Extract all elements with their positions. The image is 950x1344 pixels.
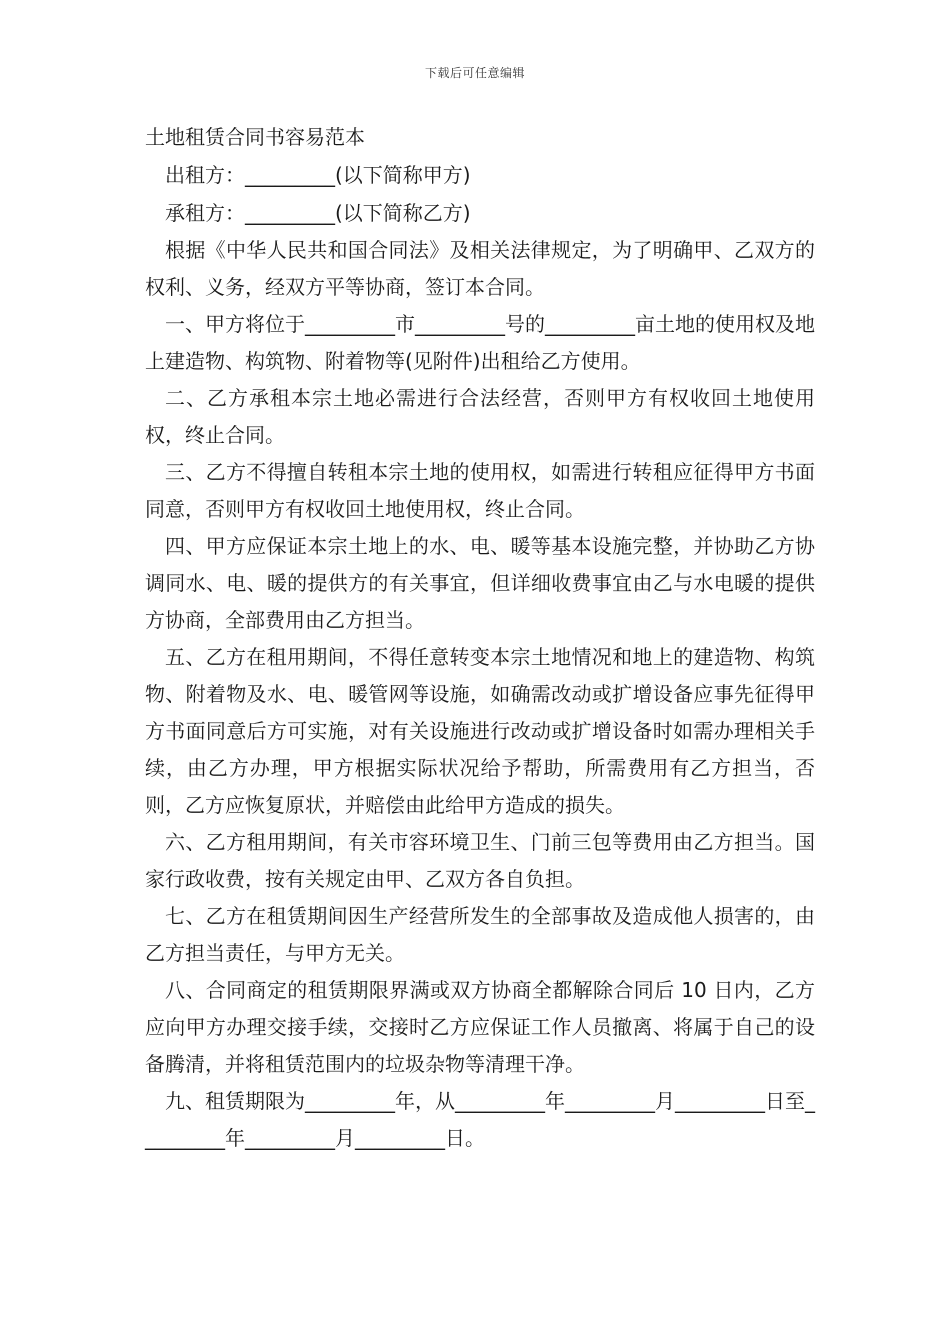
clause-2: 二、乙方承租本宗土地必需进行合法经营，否则甲方有权收回土地使用权，终止合同。 bbox=[145, 386, 815, 447]
clause-5: 五、乙方在租用期间，不得任意转变本宗土地情况和地上的建造物、构筑物、附着物及水、电、暖管网等设施，如确需改动或扩增设备应事先征得甲方书面同意后方可实施，对有关设施进行改动或扩增设备时如需办理相关手续，由乙方办理，甲方根据实际状况给予帮助，所需费用有乙方担当，否则，乙方应恢复原状，并赔偿由此给甲方造成的损失。 bbox=[145, 645, 815, 817]
document-title: 土地租赁合同书容易范本 bbox=[145, 125, 365, 149]
page-header-note: 下载后可任意编辑 bbox=[424, 66, 525, 80]
document-body bbox=[145, 118, 815, 1157]
clause-9: 九、租赁期限为_________年，从_________年_________月_________日至_________年_________月_________日。 bbox=[145, 1089, 815, 1150]
clause-8: 八、合同商定的租赁期限界满或双方协商全都解除合同后 10 日内，乙方应向甲方办理交接手续，交接时乙方应保证工作人员撤离、将属于自己的设备腾清，并将租赁范围内的垃圾杂物等清理干净。 bbox=[145, 978, 815, 1076]
preamble-paragraph: 根据《中华人民共和国合同法》及相关法律规定，为了明确甲、乙双方的权利、义务，经双方平等协商，签订本合同。 bbox=[145, 238, 815, 299]
clause-4: 四、甲方应保证本宗土地上的水、电、暖等基本设施完整，并协助乙方协调同水、电、暖的提供方的有关事宜，但详细收费事宜由乙与水电暖的提供方协商，全部费用由乙方担当。 bbox=[145, 534, 815, 632]
clause-7: 七、乙方在租赁期间因生产经营所发生的全部事故及造成他人损害的，由乙方担当责任，与甲方无关。 bbox=[145, 904, 815, 965]
clause-1: 一、甲方将位于_________市_________号的_________亩土地的使用权及地上建造物、构筑物、附着物等(见附件)出租给乙方使用。 bbox=[145, 312, 815, 373]
clause-3: 三、乙方不得擅自转租本宗土地的使用权，如需进行转租应征得甲方书面同意，否则甲方有权收回土地使用权，终止合同。 bbox=[145, 460, 815, 521]
lessee-line: 承租方：_________(以下简称乙方) bbox=[165, 201, 471, 225]
clause-6: 六、乙方租用期间，有关市容环境卫生、门前三包等费用由乙方担当。国家行政收费，按有关规定由甲、乙双方各自负担。 bbox=[145, 830, 815, 891]
lessor-line: 出租方：_________(以下简称甲方) bbox=[165, 163, 471, 187]
